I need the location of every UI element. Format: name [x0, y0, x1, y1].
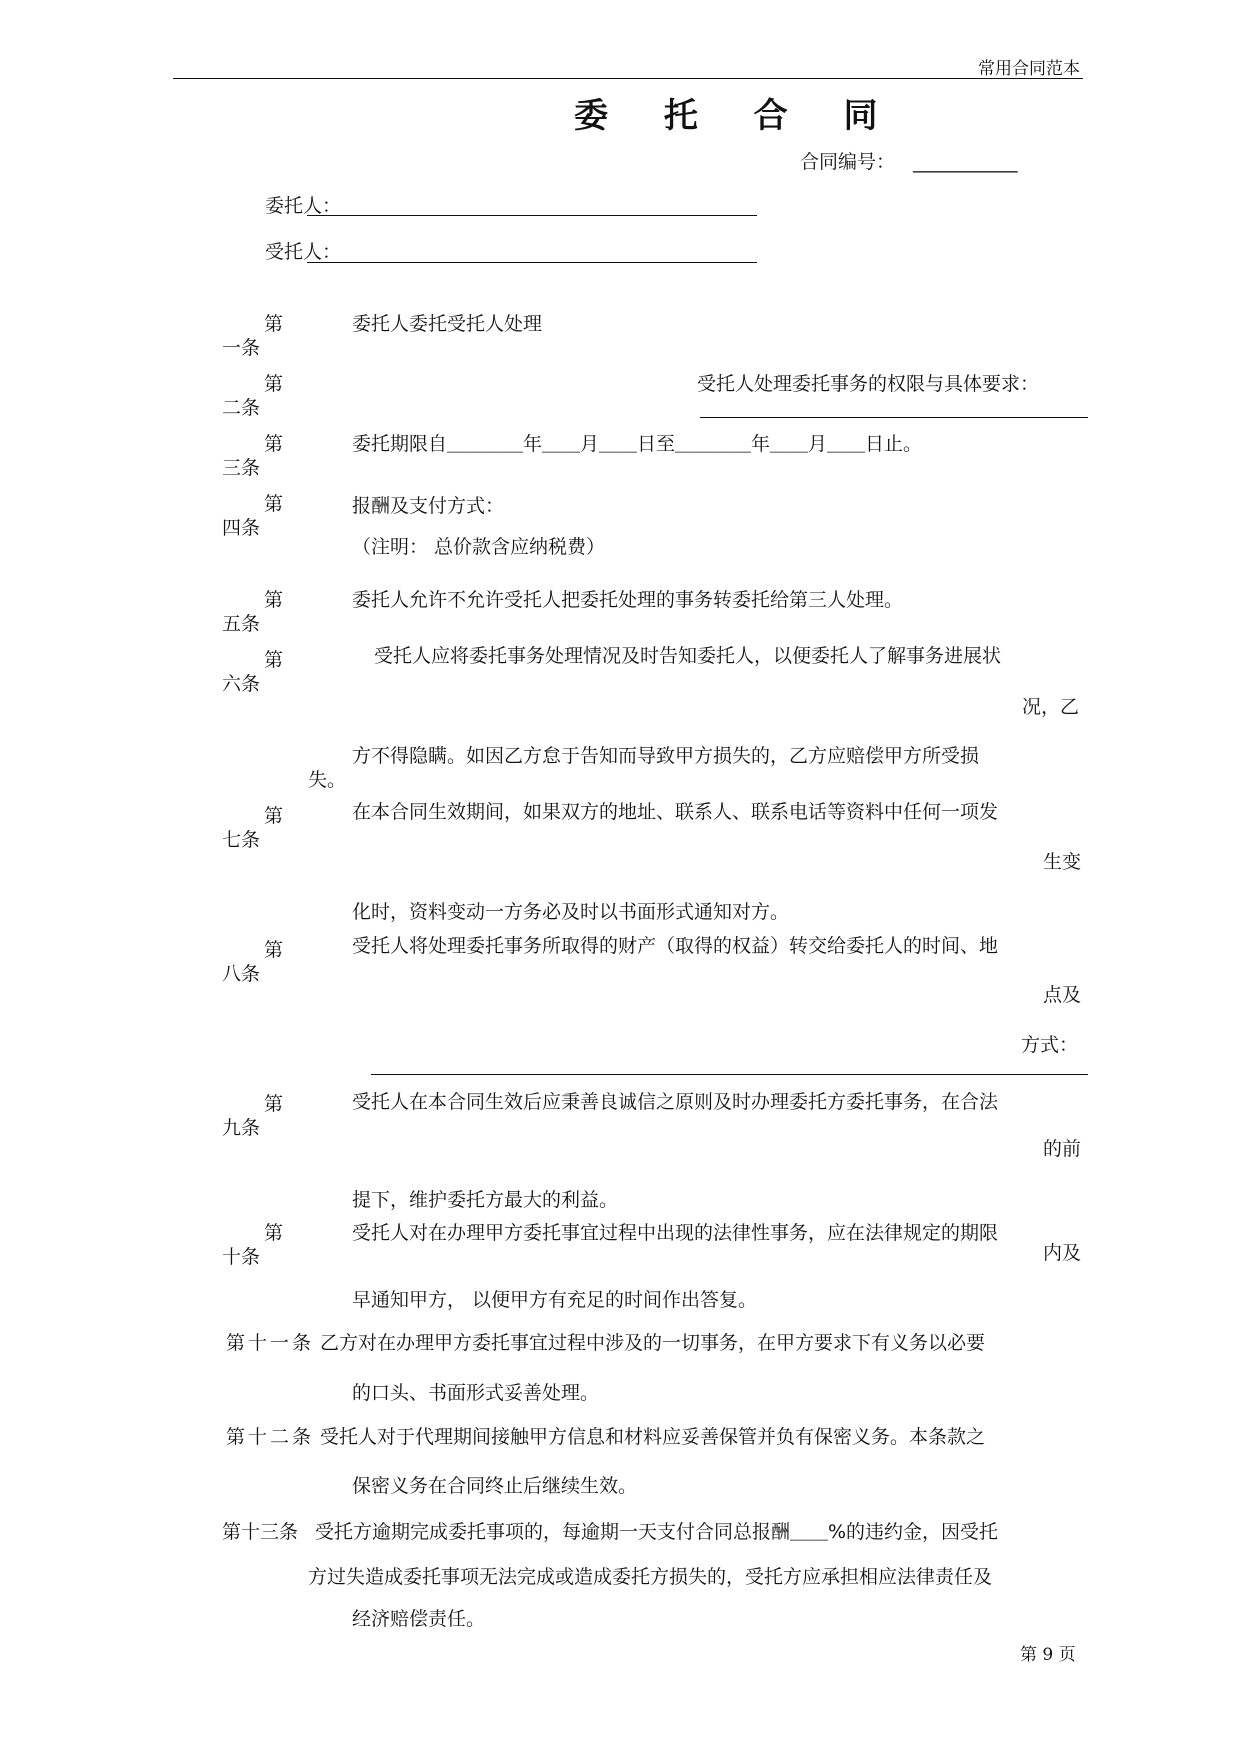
article-8-line-1: 受托人将处理委托事务所取得的财产（取得的权益）转交给委托人的时间、地 — [352, 935, 999, 957]
client-label: 委托人： — [265, 195, 342, 217]
article-8-line-3: 方式： — [1021, 1034, 1079, 1056]
article-9-number-bottom: 九条 — [222, 1117, 261, 1139]
article-13-line-2: 方过失造成委托事项无法完成或造成委托方损失的，受托方应承担相应法律责任及 — [308, 1566, 993, 1588]
article-10-number-bottom: 十条 — [222, 1246, 261, 1268]
article-1-text: 委托人委托受托人处理 — [352, 313, 543, 335]
article-12-label: 第十二条 — [226, 1426, 315, 1448]
article-5-number-top: 第 — [264, 589, 284, 611]
article-7-line-2: 生变 — [1043, 851, 1082, 873]
article-9-line-2: 的前 — [1043, 1138, 1082, 1160]
article-6-line-3: 方不得隐瞒。如因乙方怠于告知而导致甲方损失的，乙方应赔偿甲方所受损 — [352, 745, 980, 767]
agent-label: 受托人： — [265, 241, 342, 263]
document-title: 委 托 合 同 — [574, 96, 900, 136]
article-6-number-top: 第 — [264, 649, 284, 671]
article-3-number-bottom: 三条 — [222, 457, 261, 479]
article-4-number-top: 第 — [264, 493, 284, 515]
article-6-line-4: 失。 — [308, 769, 347, 791]
article-8-blank-line — [371, 1074, 1088, 1075]
article-1-number-top: 第 — [264, 313, 284, 335]
article-11-line-2: 的口头、书面形式妥善处理。 — [352, 1382, 600, 1404]
article-4-note: （注明： 总价款含应纳税费） — [352, 536, 606, 558]
article-11-line-1: 乙方对在办理甲方委托事宜过程中涉及的一切事务，在甲方要求下有义务以必要 — [320, 1332, 986, 1354]
agent-blank-line — [307, 262, 757, 263]
article-6-number-bottom: 六条 — [222, 673, 261, 695]
article-12-line-2: 保密义务在合同终止后继续生效。 — [352, 1475, 638, 1497]
article-9-line-1: 受托人在本合同生效后应秉善良诚信之原则及时办理委托方委托事务，在合法 — [352, 1091, 999, 1113]
contract-number-blank: ___________ — [913, 151, 1018, 173]
article-5-text: 委托人允许不允许受托人把委托处理的事务转委托给第三人处理。 — [352, 589, 904, 611]
article-5-number-bottom: 五条 — [222, 613, 261, 635]
article-9-line-3: 提下，维护委托方最大的利益。 — [352, 1189, 619, 1211]
contract-number-label: 合同编号： — [800, 151, 896, 173]
article-3-number-top: 第 — [264, 433, 284, 455]
article-10-line-2: 内及 — [1043, 1242, 1082, 1264]
article-11-label: 第十一条 — [226, 1332, 315, 1354]
article-8-line-2: 点及 — [1043, 984, 1082, 1006]
article-8-number-bottom: 八条 — [222, 963, 261, 985]
article-7-number-top: 第 — [264, 805, 284, 827]
article-2-number-bottom: 二条 — [222, 397, 261, 419]
article-10-line-1: 受托人对在办理甲方委托事宜过程中出现的法律性事务，应在法律规定的期限 — [352, 1222, 999, 1244]
article-4-number-bottom: 四条 — [222, 517, 261, 539]
article-6-line-2: 况，乙 — [1022, 696, 1080, 718]
article-2-text: 受托人处理委托事务的权限与具体要求： — [697, 373, 1040, 395]
article-13-line-1: 受托方逾期完成委托事项的，每逾期一天支付合同总报酬＿＿%的违约金，因受托 — [315, 1521, 999, 1543]
article-3-text: 委托期限自＿＿＿＿年＿＿月＿＿日至＿＿＿＿年＿＿月＿＿日止。 — [352, 433, 923, 455]
article-2-blank-line — [700, 417, 1088, 418]
page-header-text: 常用合同范本 — [978, 59, 1080, 79]
article-1-number-bottom: 一条 — [222, 337, 261, 359]
header-rule — [173, 78, 1083, 79]
article-13-line-3: 经济赔偿责任。 — [352, 1608, 486, 1630]
article-12-line-1: 受托人对于代理期间接触甲方信息和材料应妥善保管并负有保密义务。本条款之 — [320, 1426, 986, 1448]
article-7-number-bottom: 七条 — [222, 829, 261, 851]
article-10-number-top: 第 — [264, 1222, 284, 1244]
article-4-text: 报酬及支付方式： — [352, 495, 505, 517]
article-9-number-top: 第 — [264, 1093, 284, 1115]
article-2-number-top: 第 — [264, 373, 284, 395]
page-number: 第 9 页 — [1020, 1645, 1076, 1665]
article-13-label: 第十三条 — [222, 1521, 299, 1543]
client-blank-line — [307, 215, 757, 216]
article-6-line-1: 受托人应将委托事务处理情况及时告知委托人，以便委托人了解事务进展状 — [374, 645, 1002, 667]
article-7-line-3: 化时，资料变动一方务必及时以书面形式通知对方。 — [352, 901, 790, 923]
article-7-line-1: 在本合同生效期间，如果双方的地址、联系人、联系电话等资料中任何一项发 — [352, 801, 999, 823]
article-10-line-3: 早通知甲方， 以便甲方有充足的时间作出答复。 — [352, 1289, 758, 1311]
article-8-number-top: 第 — [264, 939, 284, 961]
